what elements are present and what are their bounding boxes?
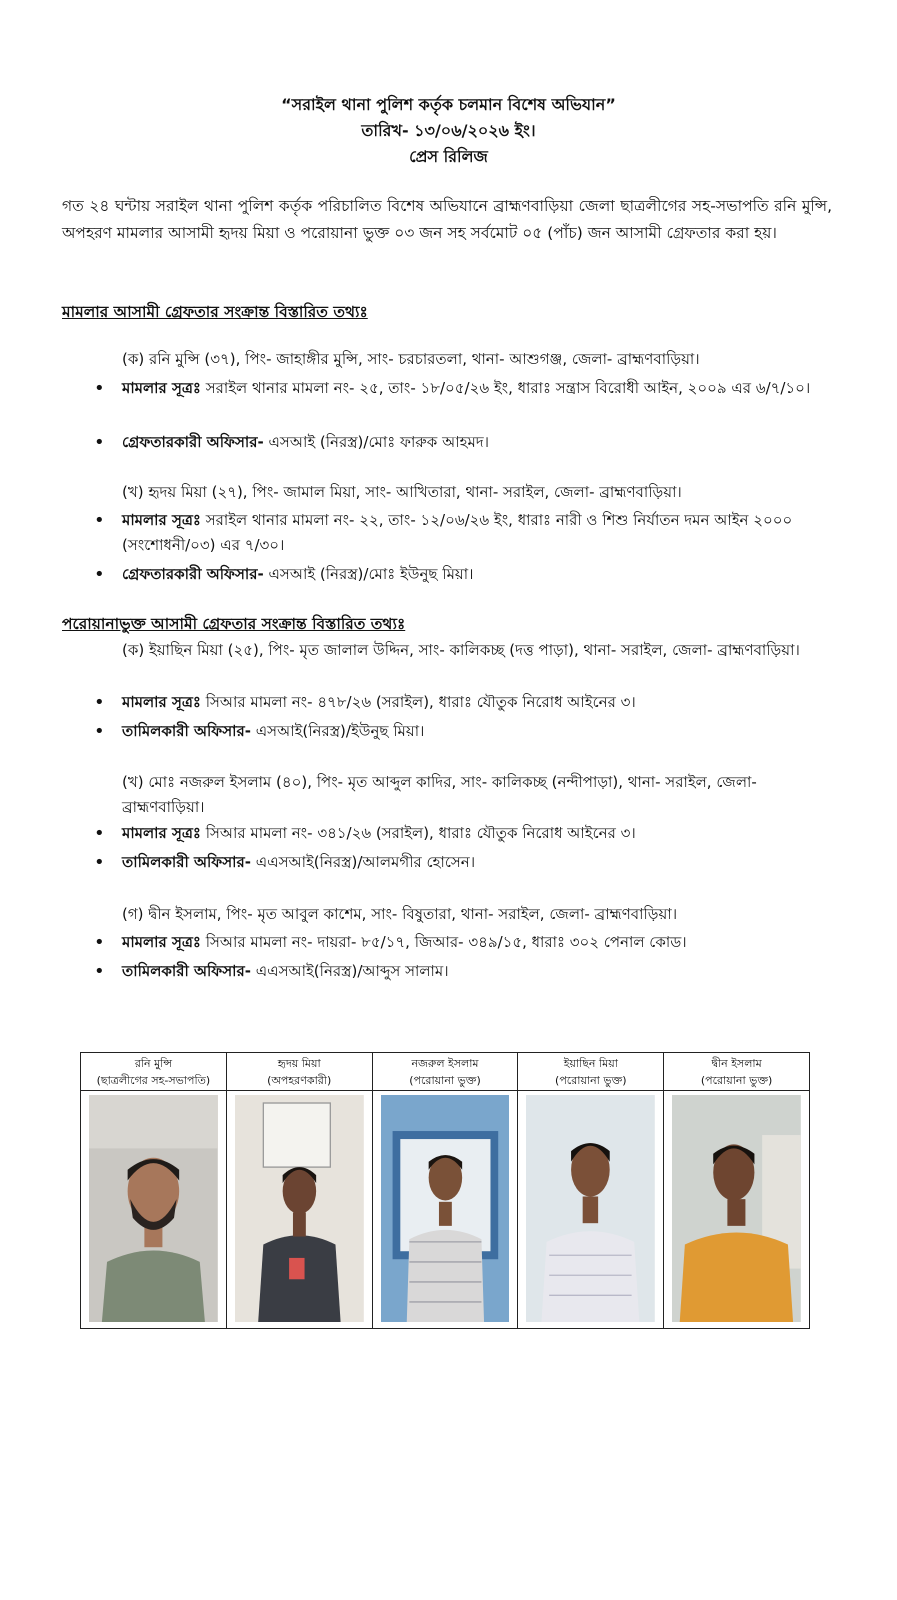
photo-caption [373,1053,518,1091]
suspect-photo [227,1091,372,1328]
warrant-entry-kha-case [122,821,834,846]
photo-column-nazrul [373,1053,519,1328]
officer-label: গ্রেফতারকারী অফিসার- [122,433,264,451]
suspect-portrait-image [89,1095,218,1322]
suspect-photo [81,1091,226,1328]
case-entry-ka-case [122,376,834,401]
case-label: মামলার সূত্রঃ [122,379,201,397]
officer-text: এসআই(নিরস্ত্র)/ইউনুছ মিয়া। [251,722,425,740]
photo-column-yasin [518,1053,664,1328]
suspect-photo [373,1091,518,1328]
photo-caption [664,1053,809,1091]
suspect-name: দ্বীন ইসলাম [711,1057,762,1070]
suspect-role: (পরোয়ানা ভুক্ত) [700,1074,773,1087]
suspect-name: নজরুল ইসলাম [411,1057,479,1070]
warrant-entry-ka-case [122,690,834,715]
officer-label: গ্রেফতারকারী অফিসার- [122,565,264,583]
case-entry-ka-officer [122,430,834,455]
photo-caption [518,1053,663,1091]
suspect-photo [664,1091,809,1328]
case-entry-kha-officer [122,562,834,587]
suspect-role: (ছাত্রলীগের সহ-সভাপতি) [96,1074,211,1087]
intro-paragraph: গত ২৪ ঘন্টায় সরাইল থানা পুলিশ কর্তৃক পরিচালিত বিশেষ অভিযানে ব্রাহ্মণবাড়িয়া জেলা ছাত্রলীগের সহ-সভাপতি রনি মুন্সি, অপহরণ মামলার আসামী হৃদয় মিয়া ও পরোয়ানা ভুক্ত ০৩ জন সহ সর্বমোট ০৫ (পাঁচ) জন আসামী গ্রেফতার করা হয়। [62,197,832,242]
case-entry-ka-person: (ক) রনি মুন্সি (৩৭), পিং- জাহাঙ্গীর মুন্সি, সাং- চরচারতলা, থানা- আশুগঞ্জ, জেলা- ব্রাহ্মণবাড়িয়া। [122,350,700,368]
photo-caption [81,1053,226,1091]
warrant-entry-ga-case [122,930,834,955]
warrant-entry-ga-person: (গ) দ্বীন ইসলাম, পিং- মৃত আবুল কাশেম, সাং- বিষুতারা, থানা- সরাইল, জেলা- ব্রাহ্মণবাড়িয়া। [122,905,678,923]
suspect-portrait-image [381,1095,510,1322]
section-case-arrests-title: মামলার আসামী গ্রেফতার সংক্রান্ত বিস্তারিত তথ্যঃ [62,303,368,321]
suspect-portrait-image [235,1095,364,1322]
document-subtitle: প্রেস রিলিজ [409,147,488,166]
suspect-portrait-image [526,1095,655,1322]
case-entry-kha-case [122,508,834,558]
case-entry-kha-person: (খ) হৃদয় মিয়া (২৭), পিং- জামাল মিয়া, সাং- আখিতারা, থানা- সরাইল, জেলা- ব্রাহ্মণবাড়িয়া। [122,483,682,501]
case-text: সিআর মামলা নং- দায়রা- ৮৫/১৭, জিআর- ৩৪৯/১৫, ধারাঃ ৩০২ পেনাল কোড। [200,933,687,951]
suspect-name: হৃদয় মিয়া [277,1057,321,1070]
document-date: তারিখ- ১৩/০৬/২০২৬ ইং। [361,121,536,140]
photo-column-din [664,1053,809,1328]
suspect-name: রনি মুন্সি [134,1057,172,1070]
suspect-photo-table [80,1052,810,1329]
officer-label: তামিলকারী অফিসার- [122,722,251,740]
officer-text: এএসআই(নিরস্ত্র)/আব্দুস সালাম। [251,962,449,980]
officer-text: এসআই (নিরস্ত্র)/মোঃ ফারুক আহমদ। [263,433,490,451]
officer-label: তামিলকারী অফিসার- [122,853,251,871]
suspect-name: ইয়াছিন মিয়া [563,1057,618,1070]
warrant-entry-ga-officer [122,959,834,984]
case-text: সিআর মামলা নং- ৩৪১/২৬ (সরাইল), ধারাঃ যৌতুক নিরোধ আইনের ৩। [200,824,636,842]
officer-text: এসআই (নিরস্ত্র)/মোঃ ইউনুছ মিয়া। [263,565,474,583]
suspect-role: (অপহরণকারী) [267,1074,332,1087]
case-label: মামলার সূত্রঃ [122,693,201,711]
case-label: মামলার সূত্রঃ [122,824,201,842]
officer-label: তামিলকারী অফিসার- [122,962,251,980]
case-label: মামলার সূত্রঃ [122,511,201,529]
section-warrant-arrests-title: পরোয়ানাভুক্ত আসামী গ্রেফতার সংক্রান্ত বিস্তারিত তথ্যঃ [62,615,406,633]
suspect-portrait-image [672,1095,801,1322]
case-text: সরাইল থানার মামলা নং- ২৫, তাং- ১৮/০৫/২৬ ইং, ধারাঃ সন্ত্রাস বিরোধী আইন, ২০০৯ এর ৬/৭/১০। [200,379,811,397]
warrant-entry-kha-officer [122,850,834,875]
warrant-entry-ka-person: (ক) ইয়াছিন মিয়া (২৫), পিং- মৃত জালাল উদ্দিন, সাং- কালিকচ্ছ (দত্ত পাড়া), থানা- সরাইল, জেলা- ব্রাহ্মণবাড়িয়া। [122,641,800,659]
warrant-entry-ka-officer [122,719,834,744]
document-header [0,92,897,170]
suspect-role: (পরোয়ানা ভুক্ত) [409,1074,481,1087]
case-text: সরাইল থানার মামলা নং- ২২, তাং- ১২/০৬/২৬ ইং, ধারাঃ নারী ও শিশু নির্যাতন দমন আইন ২০০০ (সংশোধনী/০৩) এর ৭/৩০। [122,511,793,554]
document-title: “সরাইল থানা পুলিশ কর্তৃক চলমান বিশেষ অভিযান” [281,95,616,114]
suspect-role: (পরোয়ানা ভুক্ত) [555,1074,627,1087]
officer-text: এএসআই(নিরস্ত্র)/আলমগীর হোসেন। [251,853,476,871]
photo-column-hridoy [227,1053,373,1328]
case-label: মামলার সূত্রঃ [122,933,201,951]
case-text: সিআর মামলা নং- ৪৭৮/২৬ (সরাইল), ধারাঃ যৌতুক নিরোধ আইনের ৩। [200,693,636,711]
photo-caption [227,1053,372,1091]
suspect-photo [518,1091,663,1328]
warrant-entry-kha-person: (খ) মোঃ নজরুল ইসলাম (৪০), পিং- মৃত আব্দুল কাদির, সাং- কালিকচ্ছ (নন্দীপাড়া), থানা- সরাইল, জেলা- ব্রাহ্মণবাড়িয়া। [122,773,757,816]
photo-column-roni [81,1053,227,1328]
